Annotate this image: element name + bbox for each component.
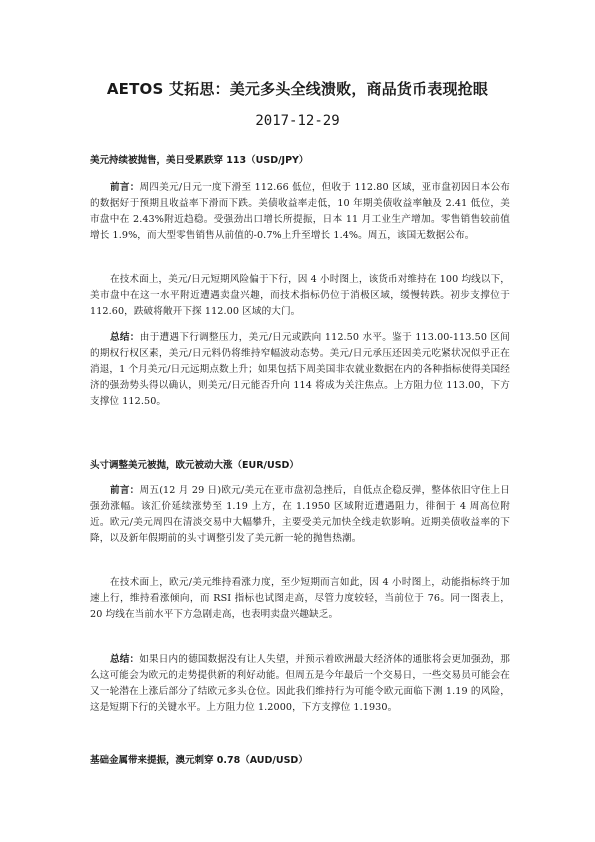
section-heading-audusd: 基础金属带来提振，澳元刺穿 0.78（AUD/USD） xyxy=(90,755,308,766)
paragraph-text: 在技术面上，欧元/美元维持看涨力度，至少短期而言如此，因 4 小时图上，动能指标终于加速上行，维持看涨倾向，而 RSI 指标也试图走高，尽管力度较轻，当前位于 76。同一图表上，20 均线在当前水平下方急剧走高，也表明卖盘兴趣缺乏。 xyxy=(90,577,510,620)
paragraph-eurusd-summary xyxy=(90,652,510,716)
paragraph-lead: 前言： xyxy=(110,485,140,496)
paragraph-text: 如果日内的德国数据没有让人失望，并预示着欧洲最大经济体的通胀将会更加强劲，那么这可能会为欧元的走势提供新的利好动能。但周五是今年最后一个交易日，一些交易员可能会在又一轮潜在上涨后部分了结欧元多头仓位。因此我们维持行为可能令欧元面临下测 1.19 的风险，这是短期下行的关键水平。上方阻力位 1.2000，下方支撑位 1.1930。 xyxy=(90,654,510,713)
section-heading-usdjpy: 美元持续被抛售，美日受累跌穿 113（USD/JPY） xyxy=(90,155,309,166)
document-date: 2017-12-29 xyxy=(255,113,340,129)
paragraph-eurusd-technical xyxy=(90,575,510,623)
paragraph-lead: 总结： xyxy=(110,654,140,665)
paragraph-lead: 总结： xyxy=(110,332,140,343)
paragraph-text: 在技术面上，美元/日元短期风险偏于下行，因 4 小时图上，该货币对维持在 100 均线以下，美市盘中在这一水平附近遭遇卖盘兴趣，而技术指标仍位于消极区域，缓慢转跌。初步支撑位于 112.60，跌破将敞开下探 112.00 区域的大门。 xyxy=(90,274,510,317)
paragraph-text: 由于遭遇下行调整压力，美元/日元或跌向 112.50 水平。鉴于 113.00-113.50 区间的期权行权区素，美元/日元料仍将维持窄幅波动态势。美元/日元承压还因美元吃紧状况似乎正在消退，1 个月美元/日元远期点数上升；如果包括下周美国非农就业数据在内的各种指标使得美国经济的强劲势头得以确认，则美元/日元能否升向 114 将成为关注焦点。上方阻力位 113.00，下方支撑位 112.50。 xyxy=(90,332,510,407)
paragraph-lead: 前言： xyxy=(110,182,140,193)
paragraph-usdjpy-technical xyxy=(90,272,510,320)
section-heading-eurusd: 头寸调整美元被抛，欧元被动大涨（EUR/USD） xyxy=(90,460,299,471)
paragraph-usdjpy-intro xyxy=(90,180,510,244)
paragraph-eurusd-intro xyxy=(90,483,510,547)
document-title: AETOS 艾拓思：美元多头全线溃败，商品货币表现抢眼 xyxy=(106,80,489,98)
paragraph-text: 周五(12 月 29 日)欧元/美元在亚市盘初急挫后，自低点企稳反弹，整体依旧守住上日强劲涨幅。该汇价延续涨势至 1.19 上方，在 1.1950 区域附近遭遇阻力，徘徊于 4 周高位附近。欧元/美元周四在清淡交易中大幅攀升，主要受美元加快全线走软影响。近期美债收益率的下降，以及新年假期前的头寸调整引发了美元新一轮的抛售热潮。 xyxy=(90,485,510,544)
paragraph-usdjpy-summary xyxy=(90,330,510,410)
paragraph-text: 周四美元/日元一度下滑至 112.66 低位，但收于 112.80 区域，亚市盘初因日本公布的数据好于预期且收益率下滑而下跌。美债收益率走低，10 年期美债收益率触及 2.41 低位，美市盘中在 2.43%附近趋稳。受强劲出口增长所提振，日本 11 月工业生产增加。零售销售较前值增长 1.9%，而大型零售销售从前值的-0.7%上升至增长 1.4%。周五，该国无数据公布。 xyxy=(90,182,510,241)
